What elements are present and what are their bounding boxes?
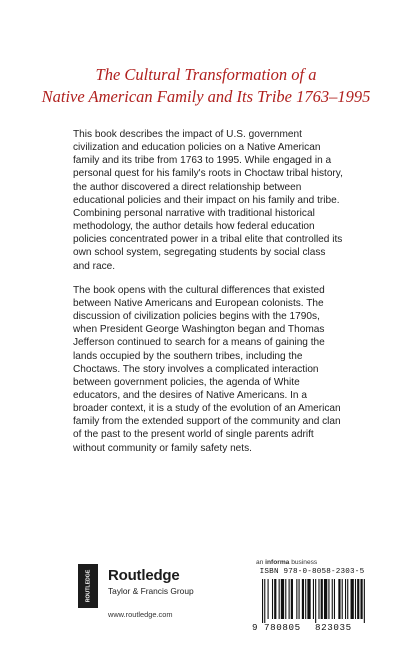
book-description (73, 128, 343, 466)
barcode-bar (351, 579, 354, 619)
barcode-bar (360, 579, 362, 619)
logo-vertical-text: ROUTLEDGE (85, 569, 92, 603)
title-line-1: The Cultural Transformation of a (95, 65, 317, 84)
publisher-name: Routledge (108, 567, 180, 584)
barcode-bar (328, 579, 329, 619)
description-paragraph-2: The book opens with the cultural differences that existed between Native Americans and European colonists. The discussion of civilization policies begins with the 1790s, when President George Washington began and Thomas Jefferson continued to search for a means of gaining the lands occupied by the southern tribes, including the Choctaws. The story involves a complicated interaction between government policies, the agenda of White educators, and the desires of Native Americans. In a broader context, it is a study of the evolution of an American family from the extended support of the community and clan of the past to the present world of single parents adrift without community or family safety nets. (73, 284, 341, 454)
barcode-bar (347, 579, 348, 619)
barcode-bar (268, 579, 269, 619)
barcode-bar (307, 579, 310, 619)
barcode-bar (332, 579, 333, 619)
title-line-2: Native American Family and Its Tribe 1763–1995 (41, 87, 371, 106)
informa-suffix: business (289, 559, 318, 566)
barcode-bar (357, 579, 359, 619)
publisher-group: Taylor & Francis Group (108, 586, 194, 596)
barcode-bar (299, 579, 300, 619)
barcode-bar (305, 579, 306, 619)
barcode-bar (313, 579, 314, 619)
barcode-bar (315, 579, 316, 623)
barcode-bar (342, 579, 343, 619)
barcode-bar (296, 579, 297, 619)
barcode-bar (264, 579, 265, 623)
routledge-logo-icon (78, 564, 98, 608)
barcode-bars (262, 579, 366, 623)
description-paragraph-1: This book describes the impact of U.S. government civilization and education policies on a Native American family and its tribe from 1763 to 1995. While engaged in a personal quest for his family's roots in Choctaw tribal history, the author discovered a direct relationship between educational policies and their impact on his family and tribe. Combining personal narrative with traditional historical methodology, the author details how federal education policies concentrated power in a tribal elite that controlled its own school system, segregating students by social class and race. (73, 129, 343, 272)
publisher-block (78, 564, 208, 628)
informa-brand: informa (265, 559, 290, 566)
informa-business-tag (256, 559, 317, 566)
barcode-bar (302, 579, 304, 619)
barcode-bar (345, 579, 346, 619)
barcode-bar (291, 579, 293, 619)
barcode-bar (274, 579, 276, 619)
barcode-left-group: 780805 (264, 622, 301, 633)
barcode-first-digit: 9 (252, 622, 258, 633)
barcode-right-group: 823035 (315, 622, 352, 633)
barcode-bar (272, 579, 273, 619)
barcode-bar (321, 579, 323, 619)
barcode-bar (318, 579, 319, 619)
informa-prefix: an (256, 559, 266, 566)
barcode-bar (355, 579, 356, 619)
barcode-bar (334, 579, 335, 619)
book-title (20, 64, 392, 108)
barcode-bar (324, 579, 327, 619)
barcode-bar (289, 579, 290, 619)
barcode-bar (285, 579, 286, 619)
barcode-bar (281, 579, 284, 619)
barcode-bar (262, 579, 263, 623)
barcode-bar (338, 579, 340, 619)
barcode-bar (279, 579, 280, 619)
isbn-text: ISBN 978-0-8058-2303-5 (259, 568, 365, 576)
publisher-url: www.routledge.com (108, 610, 173, 619)
barcode-bar (364, 579, 365, 623)
isbn-barcode (252, 568, 370, 634)
